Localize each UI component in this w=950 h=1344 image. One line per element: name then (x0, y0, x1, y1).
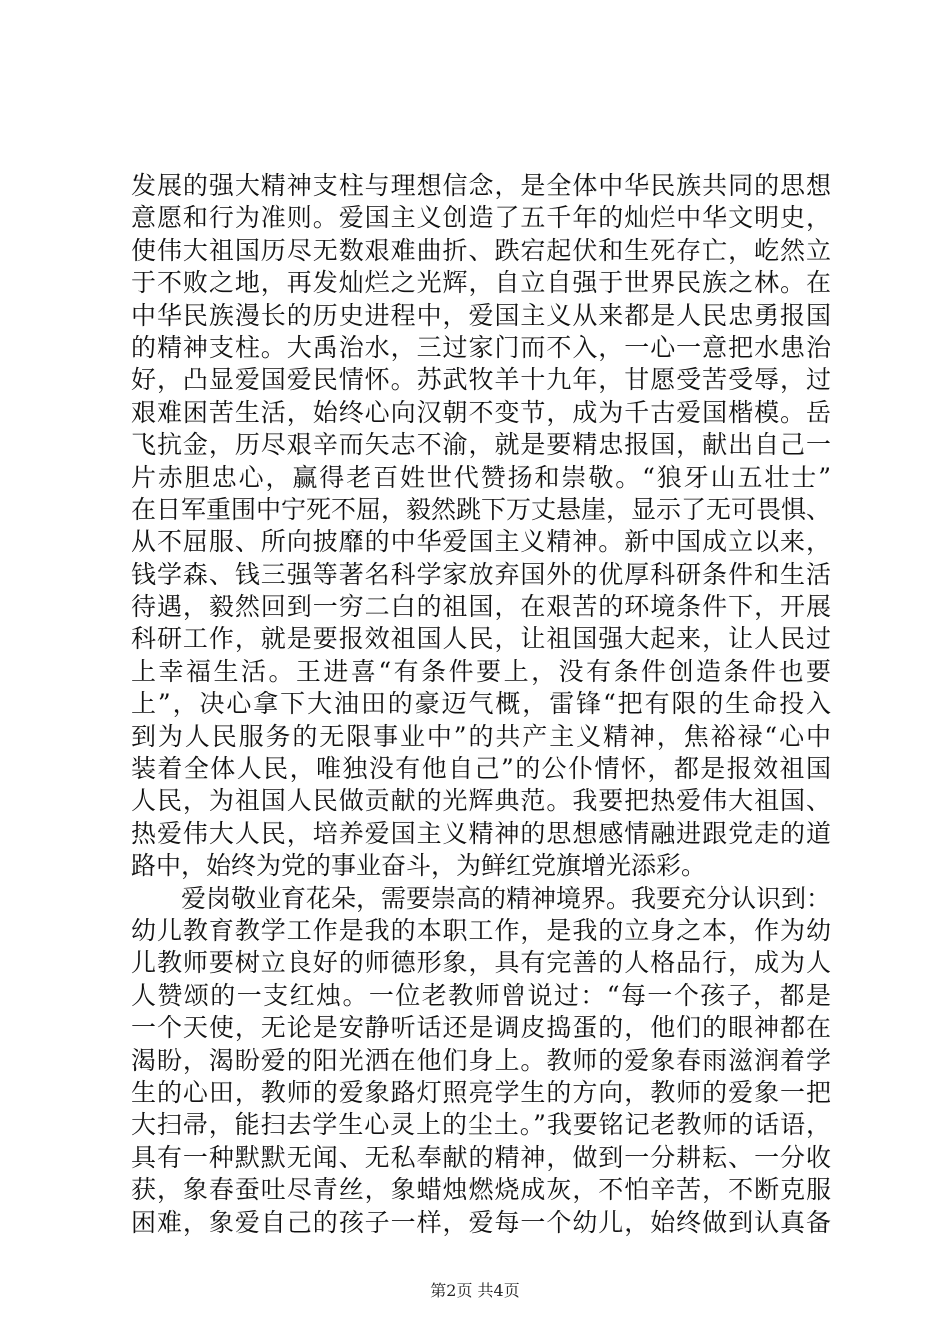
paragraph-line: 意愿和行为准则。爱国主义创造了五千年的灿烂中华文明史， (131, 203, 831, 233)
paragraph-line: 装着全体人民，唯独没有他自己”的公仆情怀，都是报效祖国 (131, 754, 831, 784)
paragraph-line: 从不屈服、所向披靡的中华爱国主义精神。新中国成立以来， (131, 527, 831, 557)
paragraph-line: 上”，决心拿下大油田的豪迈气概，雷锋“把有限的生命投入 (131, 689, 831, 719)
paragraph-line: 飞抗金，历尽艰辛而矢志不渝，就是要精忠报国，献出自己一 (131, 430, 831, 460)
paragraph-line: 生的心田，教师的爱象路灯照亮学生的方向，教师的爱象一把 (131, 1077, 831, 1107)
paragraph-line: 于不败之地，再发灿烂之光辉，自立自强于世界民族之林。在 (131, 268, 831, 298)
paragraph-line: 的精神支柱。大禹治水，三过家门而不入，一心一意把水患治 (131, 332, 831, 362)
paragraph-line: 人民，为祖国人民做贡献的光辉典范。我要把热爱伟大祖国、 (131, 786, 831, 816)
paragraph-line: 使伟大祖国历尽无数艰难曲折、跌宕起伏和生死存亡，屹然立 (131, 235, 831, 265)
paragraph-line: 大扫帚，能扫去学生心灵上的尘土。”我要铭记老教师的话语， (131, 1110, 831, 1140)
paragraph-line: 获，象春蚕吐尽青丝，象蜡烛燃烧成灰，不怕辛苦，不断克服 (131, 1175, 831, 1205)
paragraph-line: 爱岗敬业育花朵，需要崇高的精神境界。我要充分认识到： (181, 883, 832, 913)
paragraph-line: 上幸福生活。王进喜“有条件要上，没有条件创造条件也要 (131, 656, 831, 686)
paragraph-line: 发展的强大精神支柱与理想信念，是全体中华民族共同的思想 (131, 171, 831, 200)
paragraph-line: 到为人民服务的无限事业中”的共产主义精神，焦裕禄“心中 (131, 721, 831, 751)
paragraph-line: 路中，始终为党的事业奋斗，为鲜红党旗增光添彩。 (131, 851, 707, 881)
paragraph-line: 片赤胆忠心，赢得老百姓世代赞扬和崇敬。“狼牙山五壮士” (131, 462, 831, 492)
paragraph-line: 人赞颂的一支红烛。一位老教师曾说过：“每一个孩子，都是 (131, 980, 831, 1010)
paragraph-line: 渴盼，渴盼爱的阳光洒在他们身上。教师的爱象春雨滋润着学 (131, 1045, 831, 1075)
paragraph-line: 儿教师要树立良好的师德形象，具有完善的人格品行，成为人 (131, 948, 831, 978)
paragraph-line: 好，凸显爱国爱民情怀。苏武牧羊十九年，甘愿受苦受辱，过 (131, 365, 831, 395)
body-text (131, 170, 831, 1239)
paragraph-line: 艰难困苦生活，始终心向汉朝不变节，成为千古爱国楷模。岳 (131, 397, 831, 427)
paragraph-line: 一个天使，无论是安静听话还是调皮捣蛋的，他们的眼神都在 (131, 1013, 831, 1043)
paragraph-line: 科研工作，就是要报效祖国人民，让祖国强大起来，让人民过 (131, 624, 831, 654)
page-number-footer: 第2页 共4页 (430, 1281, 520, 1300)
paragraph-line: 待遇，毅然回到一穷二白的祖国，在艰苦的环境条件下，开展 (131, 592, 831, 622)
paragraph-line: 在日军重围中宁死不屈，毅然跳下万丈悬崖，显示了无可畏惧、 (131, 494, 832, 524)
paragraph-line: 钱学森、钱三强等著名科学家放弃国外的优厚科研条件和生活 (131, 559, 831, 589)
paragraph-line: 中华民族漫长的历史进程中，爱国主义从来都是人民忠勇报国 (131, 300, 831, 330)
paragraph-line: 具有一种默默无闻、无私奉献的精神，做到一分耕耘、一分收 (131, 1142, 831, 1172)
paragraph-line: 幼儿教育教学工作是我的本职工作，是我的立身之本，作为幼 (131, 915, 831, 945)
paragraph-line: 困难，象爱自己的孩子一样，爱每一个幼儿，始终做到认真备 (131, 1207, 831, 1237)
paragraph-line: 热爱伟大人民，培养爱国主义精神的思想感情融进跟党走的道 (131, 818, 831, 848)
